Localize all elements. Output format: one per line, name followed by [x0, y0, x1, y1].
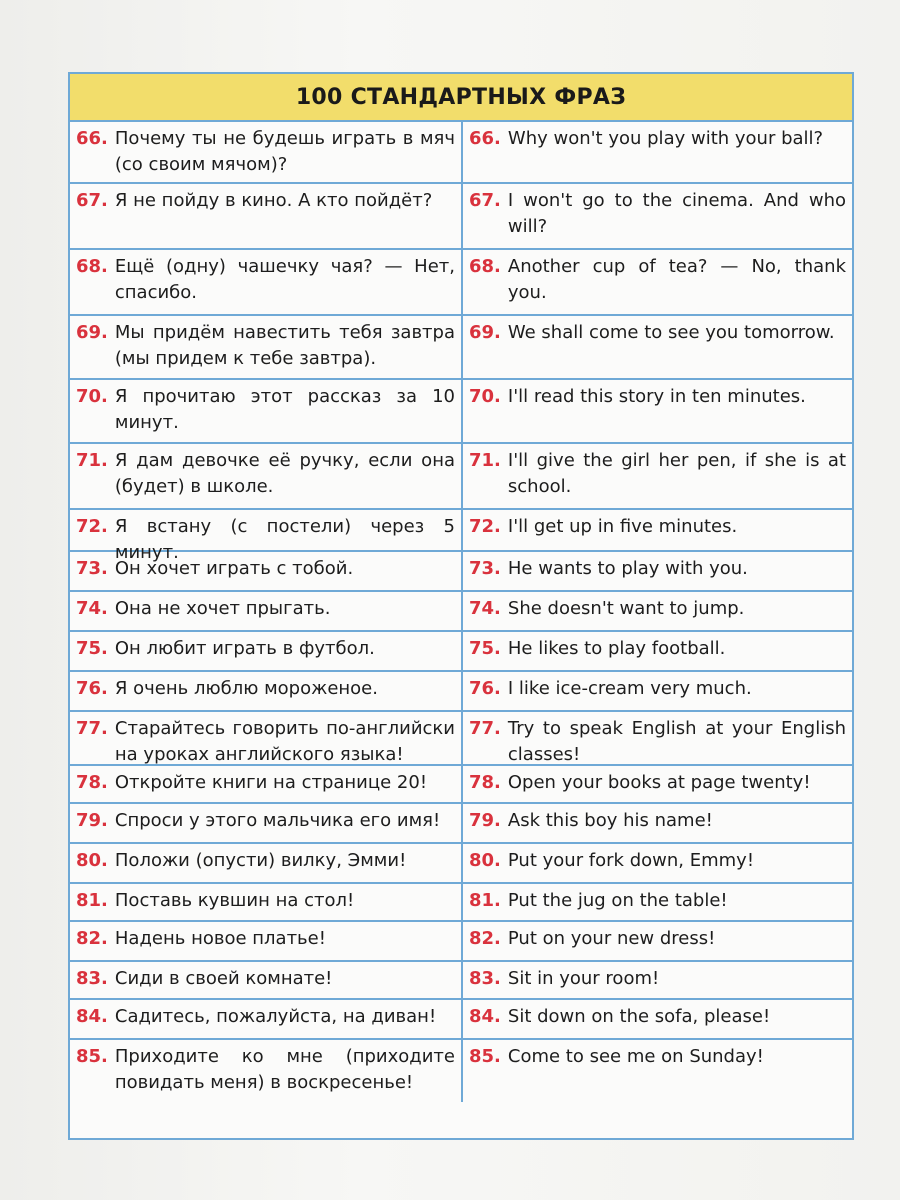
russian-phrase-cell — [70, 1000, 463, 1038]
russian-phrase-text: Он любит играть в футбол. — [114, 638, 375, 659]
phrase-number: 76. — [469, 678, 501, 699]
phrase-number: 79. — [469, 810, 501, 831]
russian-phrase-text: Надень новое платье! — [114, 928, 326, 949]
russian-phrase-cell — [70, 844, 463, 882]
russian-phrase-cell — [70, 184, 463, 248]
phrase-number: 66. — [76, 128, 108, 149]
russian-phrase-cell — [70, 632, 463, 670]
english-phrase-text: Try to speak English at your English classes! — [507, 718, 846, 765]
phrase-number: 75. — [76, 638, 108, 659]
russian-phrase-text: Старайтесь говорить по-английски на уроках английского языка! — [114, 718, 455, 765]
table-row — [70, 804, 852, 844]
table-row — [70, 672, 852, 712]
table-row — [70, 962, 852, 1000]
english-phrase-cell — [463, 922, 852, 960]
table-row — [70, 712, 852, 766]
phrase-number: 77. — [76, 718, 108, 739]
phrase-number: 70. — [76, 386, 108, 407]
english-phrase-text: I won't go to the cinema. And who will? — [507, 190, 846, 237]
english-phrase-text: I like ice-cream very much. — [507, 678, 752, 699]
english-phrase-text: Sit in your room! — [507, 968, 660, 989]
russian-phrase-cell — [70, 1040, 463, 1102]
english-phrase-cell — [463, 804, 852, 842]
phrase-number: 68. — [469, 256, 501, 277]
english-phrase-text: Another cup of tea? — No, thank you. — [507, 256, 846, 303]
russian-phrase-text: Она не хочет прыгать. — [114, 598, 331, 619]
russian-phrase-cell — [70, 552, 463, 590]
table-row — [70, 380, 852, 444]
russian-phrase-text: Спроси у этого мальчика его имя! — [114, 810, 441, 831]
english-phrase-text: Put the jug on the table! — [507, 890, 728, 911]
english-phrase-text: We shall come to see you tomorrow. — [507, 322, 835, 343]
english-phrase-cell — [463, 592, 852, 630]
phrase-number: 83. — [76, 968, 108, 989]
russian-phrase-cell — [70, 766, 463, 802]
russian-phrase-cell — [70, 510, 463, 563]
russian-phrase-cell — [70, 672, 463, 710]
english-phrase-cell — [463, 552, 852, 590]
phrase-number: 82. — [76, 928, 108, 949]
phrase-number: 71. — [469, 450, 501, 471]
phrase-number: 80. — [76, 850, 108, 871]
english-phrase-cell — [463, 316, 852, 378]
russian-phrase-text: Сиди в своей комнате! — [114, 968, 333, 989]
phrase-number: 70. — [469, 386, 501, 407]
phrase-number: 76. — [76, 678, 108, 699]
russian-phrase-text: Положи (опусти) вилку, Эмми! — [114, 850, 407, 871]
english-phrase-cell — [463, 962, 852, 998]
english-phrase-text: I'll get up in five minutes. — [507, 516, 738, 537]
phrase-number: 74. — [76, 598, 108, 619]
russian-phrase-cell — [70, 922, 463, 960]
english-phrase-cell — [463, 712, 852, 764]
english-phrase-text: She doesn't want to jump. — [507, 598, 745, 619]
table-row — [70, 844, 852, 884]
russian-phrase-cell — [70, 444, 463, 508]
russian-phrase-cell — [70, 122, 463, 182]
russian-phrase-cell — [70, 962, 463, 998]
table-rows — [70, 122, 852, 1102]
phrase-number: 81. — [76, 890, 108, 911]
phrase-number: 67. — [76, 190, 108, 211]
phrase-number: 66. — [469, 128, 501, 149]
phrase-number: 84. — [469, 1006, 501, 1027]
table-row — [70, 884, 852, 922]
russian-phrase-cell — [70, 380, 463, 442]
phrase-number: 71. — [76, 450, 108, 471]
table-row — [70, 766, 852, 804]
table-row — [70, 316, 852, 380]
english-phrase-cell — [463, 1000, 852, 1038]
russian-phrase-text: Мы придём навестить тебя завтра (мы придем к тебе завтра). — [114, 322, 455, 369]
english-phrase-cell — [463, 844, 852, 882]
phrase-number: 84. — [76, 1006, 108, 1027]
phrase-number: 75. — [469, 638, 501, 659]
phrase-number: 81. — [469, 890, 501, 911]
russian-phrase-text: Я дам девочке её ручку, если она (будет) в школе. — [114, 450, 455, 497]
phrase-number: 72. — [76, 516, 108, 537]
phrase-number: 78. — [469, 772, 501, 793]
english-phrase-cell — [463, 672, 852, 710]
english-phrase-text: Put your fork down, Emmy! — [507, 850, 755, 871]
english-phrase-cell — [463, 884, 852, 920]
russian-phrase-text: Я не пойду в кино. А кто пойдёт? — [114, 190, 433, 211]
phrase-number: 72. — [469, 516, 501, 537]
phrase-number: 74. — [469, 598, 501, 619]
table-row — [70, 444, 852, 510]
russian-phrase-text: Приходите ко мне (приходите повидать меня) в воскресенье! — [114, 1046, 455, 1093]
phrase-number: 78. — [76, 772, 108, 793]
phrase-number: 73. — [469, 558, 501, 579]
table-row — [70, 922, 852, 962]
phrase-number: 67. — [469, 190, 501, 211]
english-phrase-cell — [463, 380, 852, 442]
phrase-number: 69. — [76, 322, 108, 343]
english-phrase-cell — [463, 184, 852, 248]
phrase-number: 77. — [469, 718, 501, 739]
phrase-number: 73. — [76, 558, 108, 579]
russian-phrase-cell — [70, 804, 463, 842]
english-phrase-cell — [463, 444, 852, 508]
phrase-number: 68. — [76, 256, 108, 277]
english-phrase-text: Come to see me on Sunday! — [507, 1046, 764, 1067]
russian-phrase-text: Поставь кувшин на стол! — [114, 890, 355, 911]
russian-phrase-text: Ещё (одну) чашечку чая? — Нет, спасибо. — [114, 256, 455, 303]
english-phrase-cell — [463, 510, 852, 550]
english-phrase-text: I'll read this story in ten minutes. — [507, 386, 806, 407]
english-phrase-text: Why won't you play with your ball? — [507, 128, 824, 149]
table-row — [70, 552, 852, 592]
phrase-number: 79. — [76, 810, 108, 831]
table-row — [70, 510, 852, 563]
russian-phrase-cell — [70, 250, 463, 314]
phrase-number: 85. — [76, 1046, 108, 1067]
table-row — [70, 1000, 852, 1040]
phrase-number: 85. — [469, 1046, 501, 1067]
phrase-number: 82. — [469, 928, 501, 949]
table-row — [70, 184, 852, 250]
table-row — [70, 122, 852, 184]
table-row — [70, 1040, 852, 1102]
english-phrase-cell — [463, 1040, 852, 1102]
table-row — [70, 250, 852, 316]
russian-phrase-cell — [70, 884, 463, 920]
russian-phrase-text: Я очень люблю мороженое. — [114, 678, 378, 699]
english-phrase-cell — [463, 632, 852, 670]
english-phrase-text: I'll give the girl her pen, if she is at school. — [507, 450, 846, 497]
russian-phrase-cell — [70, 592, 463, 630]
russian-phrase-text: Он хочет играть с тобой. — [114, 558, 354, 579]
english-phrase-cell — [463, 122, 852, 182]
russian-phrase-text: Я прочитаю этот рассказ за 10 минут. — [114, 386, 455, 433]
english-phrase-text: Ask this boy his name! — [507, 810, 713, 831]
english-phrase-cell — [463, 250, 852, 314]
english-phrase-text: He wants to play with you. — [507, 558, 748, 579]
english-phrase-text: Sit down on the sofa, please! — [507, 1006, 771, 1027]
english-phrase-cell — [463, 766, 852, 802]
phrase-number: 83. — [469, 968, 501, 989]
russian-phrase-text: Садитесь, пожалуйста, на диван! — [114, 1006, 437, 1027]
russian-phrase-cell — [70, 712, 463, 764]
russian-phrase-cell — [70, 316, 463, 378]
english-phrase-text: He likes to play football. — [507, 638, 726, 659]
phrase-number: 69. — [469, 322, 501, 343]
table-title: 100 СТАНДАРТНЫХ ФРАЗ — [70, 74, 852, 122]
table-row — [70, 592, 852, 632]
english-phrase-text: Put on your new dress! — [507, 928, 716, 949]
english-phrase-text: Open your books at page twenty! — [507, 772, 811, 793]
table-row — [70, 632, 852, 672]
russian-phrase-text: Почему ты не будешь играть в мяч (со своим мячом)? — [114, 128, 455, 175]
phrase-number: 80. — [469, 850, 501, 871]
russian-phrase-text: Откройте книги на странице 20! — [114, 772, 428, 793]
russian-phrase-text: Я встану (с постели) через 5 минут. — [114, 516, 455, 563]
phrase-table — [68, 72, 854, 1140]
